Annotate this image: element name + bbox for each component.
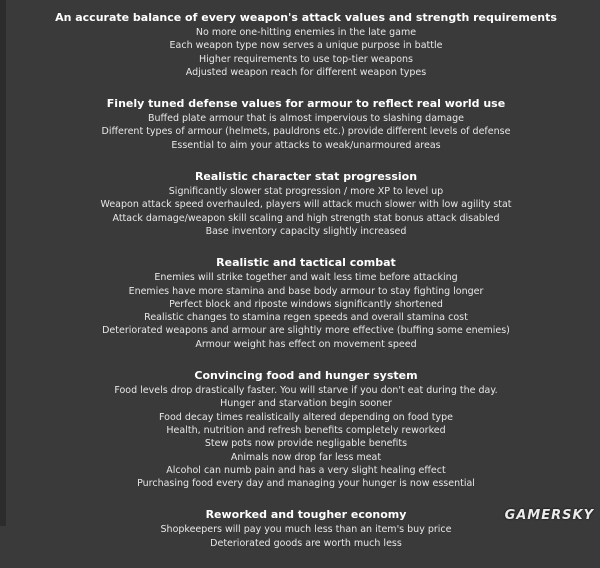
feature-line: Weapon attack speed overhauled, players will attack much slower with low agility stat xyxy=(100,199,512,211)
feature-line: Shopkeepers will pay you much less than an item's buy price xyxy=(160,524,452,536)
section-armour-defense xyxy=(6,97,600,152)
feature-line: Purchasing food every day and managing your hunger is now essential xyxy=(137,478,475,490)
feature-list xyxy=(6,11,600,568)
section-heading: Reworked and tougher economy xyxy=(205,508,407,522)
feature-line: Realistic changes to stamina regen speeds and overall stamina cost xyxy=(144,312,468,324)
feature-line: Essential to aim your attacks to weak/unarmoured areas xyxy=(171,139,441,151)
feature-line: Base inventory capacity slightly increased xyxy=(205,225,407,237)
feature-line: Perfect block and riposte windows significantly shortened xyxy=(169,298,443,310)
feature-line: Food levels drop drastically faster. You will starve if you don't eat during the day. xyxy=(114,385,498,397)
section-heading: Realistic character stat progression xyxy=(194,170,418,184)
section-stat-progression xyxy=(6,170,600,238)
feature-line: Attack damage/weapon skill scaling and high strength stat bonus attack disabled xyxy=(112,212,500,224)
section-heading: An accurate balance of every weapon's attack values and strength requirements xyxy=(55,11,557,24)
feature-line: Buffed plate armour that is almost impervious to slashing damage xyxy=(148,113,464,125)
feature-line: Deteriorated weapons and armour are slightly more effective (buffing some enemies) xyxy=(102,325,510,337)
feature-line: Different types of armour (helmets, pauldrons etc.) provide different levels of defense xyxy=(101,126,511,138)
feature-line: Animals now drop far less meat xyxy=(230,451,382,463)
section-heading: Realistic and tactical combat xyxy=(216,256,396,270)
feature-line: Alcohol can numb pain and has a very slight healing effect xyxy=(166,464,446,476)
feature-line: Health, nutrition and refresh benefits completely reworked xyxy=(166,424,446,436)
feature-line: Food decay times realistically altered depending on food type xyxy=(159,411,453,423)
feature-line: Stew pots now provide negligable benefits xyxy=(204,438,408,450)
feature-line: Each weapon type now serves a unique purpose in battle xyxy=(169,40,443,52)
feature-line: Significantly slower stat progression / more XP to level up xyxy=(168,186,444,198)
section-heading: Convincing food and hunger system xyxy=(194,369,418,383)
gamersky-watermark: GAMERSKY xyxy=(504,508,594,523)
section-heading: Finely tuned defense values for armour to reflect real world use xyxy=(106,97,506,111)
section-weapon-balance xyxy=(6,11,600,79)
feature-line: Hunger and starvation begin sooner xyxy=(220,398,392,410)
feature-line: Higher requirements to use top-tier weapons xyxy=(199,53,413,65)
feature-line: Adjusted weapon reach for different weapon types xyxy=(185,66,427,78)
section-tactical-combat xyxy=(6,256,600,351)
section-food-hunger xyxy=(6,369,600,490)
feature-line: Enemies will strike together and wait less time before attacking xyxy=(154,272,458,284)
feature-line: No more one-hitting enemies in the late game xyxy=(195,27,417,38)
feature-line: Armour weight has effect on movement speed xyxy=(195,338,417,350)
feature-line: Deteriorated goods are worth much less xyxy=(210,537,402,549)
feature-line: Enemies have more stamina and base body armour to stay fighting longer xyxy=(128,285,484,297)
